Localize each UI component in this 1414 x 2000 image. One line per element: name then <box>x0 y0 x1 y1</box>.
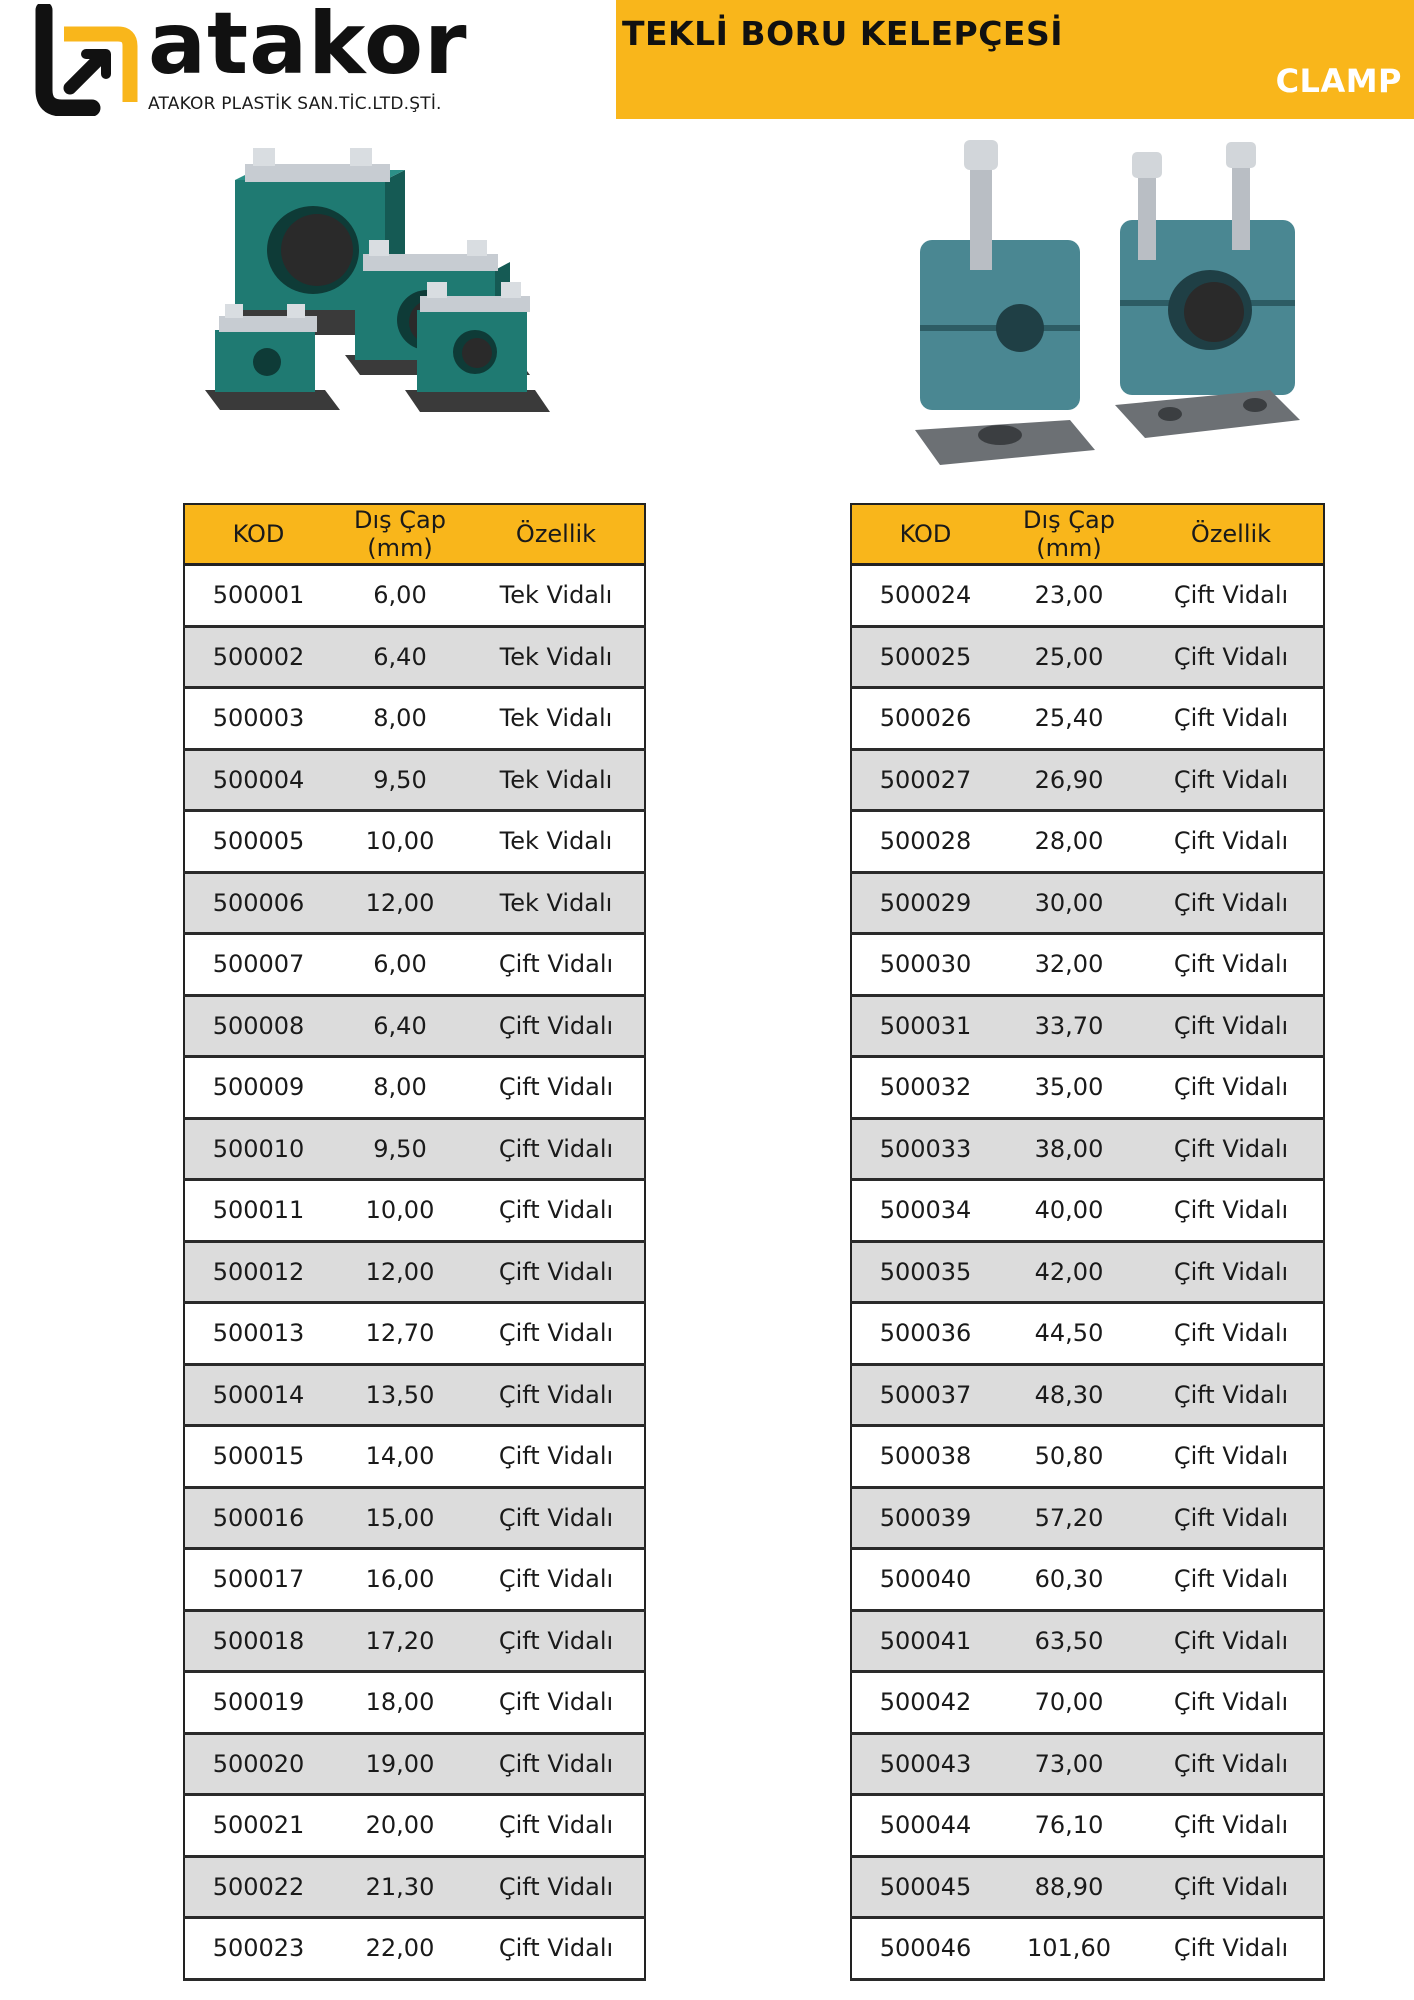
table-row <box>184 934 645 996</box>
outer-diameter-cell: 8,00 <box>332 1057 468 1119</box>
feature-cell: Çift Vidalı <box>1139 1180 1324 1242</box>
feature-cell: Çift Vidalı <box>468 1672 645 1734</box>
outer-diameter-cell: 12,70 <box>332 1303 468 1365</box>
product-code-cell: 500024 <box>851 565 999 627</box>
outer-diameter-cell: 6,40 <box>332 995 468 1057</box>
header-dis-cap: Dış Çap (mm) <box>332 504 468 565</box>
header-ozellik: Özellik <box>1139 504 1324 565</box>
feature-cell: Çift Vidalı <box>1139 934 1324 996</box>
title-banner <box>616 0 1414 119</box>
table-row <box>851 1241 1324 1303</box>
page-subtitle: CLAMP <box>1275 62 1402 100</box>
feature-cell: Çift Vidalı <box>1139 1118 1324 1180</box>
outer-diameter-cell: 12,00 <box>332 1241 468 1303</box>
clamp-table-right <box>850 503 1325 1981</box>
product-code-cell: 500036 <box>851 1303 999 1365</box>
feature-cell: Çift Vidalı <box>468 1918 645 1980</box>
table-row <box>851 934 1324 996</box>
outer-diameter-cell: 18,00 <box>332 1672 468 1734</box>
product-code-cell: 500002 <box>184 626 332 688</box>
outer-diameter-cell: 13,50 <box>332 1364 468 1426</box>
outer-diameter-cell: 25,00 <box>999 626 1139 688</box>
product-code-cell: 500005 <box>184 811 332 873</box>
outer-diameter-cell: 76,10 <box>999 1795 1139 1857</box>
product-code-cell: 500045 <box>851 1856 999 1918</box>
twin-bolt-clamps-image <box>900 130 1325 490</box>
product-code-cell: 500037 <box>851 1364 999 1426</box>
product-code-cell: 500041 <box>851 1610 999 1672</box>
single-bolt-clamps-image <box>205 140 625 440</box>
product-code-cell: 500022 <box>184 1856 332 1918</box>
outer-diameter-cell: 38,00 <box>999 1118 1139 1180</box>
product-code-cell: 500034 <box>851 1180 999 1242</box>
table-row <box>851 565 1324 627</box>
outer-diameter-cell: 6,00 <box>332 565 468 627</box>
outer-diameter-cell: 88,90 <box>999 1856 1139 1918</box>
table-row <box>851 749 1324 811</box>
product-code-cell: 500003 <box>184 688 332 750</box>
table-row <box>851 1733 1324 1795</box>
feature-cell: Çift Vidalı <box>1139 995 1324 1057</box>
outer-diameter-cell: 17,20 <box>332 1610 468 1672</box>
product-code-cell: 500042 <box>851 1672 999 1734</box>
feature-cell: Çift Vidalı <box>1139 749 1324 811</box>
product-code-cell: 500038 <box>851 1426 999 1488</box>
product-code-cell: 500031 <box>851 995 999 1057</box>
table-row <box>851 1180 1324 1242</box>
feature-cell: Çift Vidalı <box>468 1733 645 1795</box>
feature-cell: Çift Vidalı <box>1139 1426 1324 1488</box>
product-code-cell: 500046 <box>851 1918 999 1980</box>
feature-cell: Çift Vidalı <box>468 1549 645 1611</box>
atakor-logo-icon <box>30 4 142 116</box>
table-row <box>184 626 645 688</box>
outer-diameter-cell: 26,90 <box>999 749 1139 811</box>
feature-cell: Çift Vidalı <box>468 1303 645 1365</box>
table-body-left <box>184 565 645 1980</box>
feature-cell: Çift Vidalı <box>468 1180 645 1242</box>
product-code-cell: 500009 <box>184 1057 332 1119</box>
feature-cell: Tek Vidalı <box>468 872 645 934</box>
table-row <box>851 1426 1324 1488</box>
product-code-cell: 500039 <box>851 1487 999 1549</box>
table-row <box>184 1610 645 1672</box>
product-code-cell: 500008 <box>184 995 332 1057</box>
table-row <box>184 1549 645 1611</box>
table-row <box>851 688 1324 750</box>
table-row <box>184 565 645 627</box>
product-code-cell: 500006 <box>184 872 332 934</box>
product-code-cell: 500044 <box>851 1795 999 1857</box>
table-row <box>184 1303 645 1365</box>
feature-cell: Çift Vidalı <box>468 1487 645 1549</box>
outer-diameter-cell: 6,00 <box>332 934 468 996</box>
outer-diameter-cell: 15,00 <box>332 1487 468 1549</box>
product-code-cell: 500014 <box>184 1364 332 1426</box>
product-code-cell: 500043 <box>851 1733 999 1795</box>
product-code-cell: 500035 <box>851 1241 999 1303</box>
product-code-cell: 500017 <box>184 1549 332 1611</box>
outer-diameter-cell: 42,00 <box>999 1241 1139 1303</box>
feature-cell: Çift Vidalı <box>468 1364 645 1426</box>
table-row <box>851 1549 1324 1611</box>
product-code-cell: 500025 <box>851 626 999 688</box>
outer-diameter-cell: 32,00 <box>999 934 1139 996</box>
product-code-cell: 500021 <box>184 1795 332 1857</box>
header-kod: KOD <box>851 504 999 565</box>
table-row <box>851 626 1324 688</box>
outer-diameter-cell: 14,00 <box>332 1426 468 1488</box>
feature-cell: Çift Vidalı <box>1139 1672 1324 1734</box>
table-header-row <box>851 504 1324 565</box>
product-code-cell: 500026 <box>851 688 999 750</box>
outer-diameter-cell: 6,40 <box>332 626 468 688</box>
table-row <box>184 811 645 873</box>
feature-cell: Çift Vidalı <box>1139 688 1324 750</box>
feature-cell: Çift Vidalı <box>1139 1856 1324 1918</box>
product-code-cell: 500007 <box>184 934 332 996</box>
outer-diameter-cell: 12,00 <box>332 872 468 934</box>
table-row <box>184 1918 645 1980</box>
product-code-cell: 500001 <box>184 565 332 627</box>
page-title: TEKLİ BORU KELEPÇESİ <box>622 14 1063 53</box>
feature-cell: Çift Vidalı <box>1139 1057 1324 1119</box>
product-code-cell: 500018 <box>184 1610 332 1672</box>
product-code-cell: 500029 <box>851 872 999 934</box>
product-code-cell: 500019 <box>184 1672 332 1734</box>
product-code-cell: 500023 <box>184 1918 332 1980</box>
feature-cell: Çift Vidalı <box>468 1610 645 1672</box>
product-code-cell: 500027 <box>851 749 999 811</box>
product-code-cell: 500030 <box>851 934 999 996</box>
feature-cell: Tek Vidalı <box>468 688 645 750</box>
header-ozellik: Özellik <box>468 504 645 565</box>
table-row <box>851 1672 1324 1734</box>
table-row <box>184 995 645 1057</box>
outer-diameter-cell: 63,50 <box>999 1610 1139 1672</box>
table-row <box>184 1487 645 1549</box>
feature-cell: Çift Vidalı <box>468 995 645 1057</box>
feature-cell: Çift Vidalı <box>1139 811 1324 873</box>
outer-diameter-cell: 10,00 <box>332 1180 468 1242</box>
outer-diameter-cell: 57,20 <box>999 1487 1139 1549</box>
company-name: ATAKOR PLASTİK SAN.TİC.LTD.ŞTİ. <box>148 94 442 114</box>
outer-diameter-cell: 28,00 <box>999 811 1139 873</box>
outer-diameter-cell: 20,00 <box>332 1795 468 1857</box>
header-kod: KOD <box>184 504 332 565</box>
outer-diameter-cell: 21,30 <box>332 1856 468 1918</box>
table-row <box>851 1303 1324 1365</box>
outer-diameter-cell: 30,00 <box>999 872 1139 934</box>
outer-diameter-cell: 73,00 <box>999 1733 1139 1795</box>
feature-cell: Çift Vidalı <box>468 1241 645 1303</box>
outer-diameter-cell: 16,00 <box>332 1549 468 1611</box>
product-code-cell: 500015 <box>184 1426 332 1488</box>
product-code-cell: 500010 <box>184 1118 332 1180</box>
brand-name: atakor <box>148 0 468 94</box>
outer-diameter-cell: 50,80 <box>999 1426 1139 1488</box>
table-row <box>184 688 645 750</box>
outer-diameter-cell: 48,30 <box>999 1364 1139 1426</box>
table-row <box>851 1487 1324 1549</box>
outer-diameter-cell: 35,00 <box>999 1057 1139 1119</box>
feature-cell: Çift Vidalı <box>1139 565 1324 627</box>
feature-cell: Çift Vidalı <box>1139 872 1324 934</box>
table-row <box>184 1057 645 1119</box>
feature-cell: Çift Vidalı <box>468 1795 645 1857</box>
header-dis-cap: Dış Çap (mm) <box>999 504 1139 565</box>
product-code-cell: 500012 <box>184 1241 332 1303</box>
table-row <box>851 1856 1324 1918</box>
table-row <box>184 1241 645 1303</box>
product-code-cell: 500016 <box>184 1487 332 1549</box>
feature-cell: Çift Vidalı <box>1139 1733 1324 1795</box>
table-row <box>184 1118 645 1180</box>
outer-diameter-cell: 25,40 <box>999 688 1139 750</box>
table-row <box>184 1180 645 1242</box>
outer-diameter-cell: 22,00 <box>332 1918 468 1980</box>
feature-cell: Tek Vidalı <box>468 565 645 627</box>
feature-cell: Tek Vidalı <box>468 749 645 811</box>
product-code-cell: 500004 <box>184 749 332 811</box>
feature-cell: Çift Vidalı <box>1139 1241 1324 1303</box>
table-row <box>851 811 1324 873</box>
table-row <box>851 1795 1324 1857</box>
product-code-cell: 500032 <box>851 1057 999 1119</box>
table-row <box>851 995 1324 1057</box>
product-code-cell: 500028 <box>851 811 999 873</box>
outer-diameter-cell: 10,00 <box>332 811 468 873</box>
table-row <box>851 1918 1324 1980</box>
table-row <box>184 1856 645 1918</box>
feature-cell: Tek Vidalı <box>468 811 645 873</box>
product-code-cell: 500040 <box>851 1549 999 1611</box>
outer-diameter-cell: 9,50 <box>332 1118 468 1180</box>
clamp-table-left <box>183 503 646 1981</box>
outer-diameter-cell: 19,00 <box>332 1733 468 1795</box>
table-row <box>851 872 1324 934</box>
outer-diameter-cell: 8,00 <box>332 688 468 750</box>
outer-diameter-cell: 44,50 <box>999 1303 1139 1365</box>
feature-cell: Çift Vidalı <box>1139 626 1324 688</box>
table-header-row <box>184 504 645 565</box>
outer-diameter-cell: 23,00 <box>999 565 1139 627</box>
feature-cell: Çift Vidalı <box>1139 1364 1324 1426</box>
table-row <box>184 1672 645 1734</box>
table-row <box>851 1118 1324 1180</box>
table-row <box>184 749 645 811</box>
table-row <box>851 1364 1324 1426</box>
table-body-right <box>851 565 1324 1980</box>
feature-cell: Çift Vidalı <box>1139 1549 1324 1611</box>
outer-diameter-cell: 70,00 <box>999 1672 1139 1734</box>
outer-diameter-cell: 33,70 <box>999 995 1139 1057</box>
table-row <box>851 1057 1324 1119</box>
table-row <box>184 872 645 934</box>
product-code-cell: 500011 <box>184 1180 332 1242</box>
table-row <box>184 1733 645 1795</box>
feature-cell: Çift Vidalı <box>1139 1303 1324 1365</box>
feature-cell: Tek Vidalı <box>468 626 645 688</box>
feature-cell: Çift Vidalı <box>468 934 645 996</box>
table-row <box>184 1364 645 1426</box>
feature-cell: Çift Vidalı <box>468 1856 645 1918</box>
product-code-cell: 500033 <box>851 1118 999 1180</box>
feature-cell: Çift Vidalı <box>468 1426 645 1488</box>
feature-cell: Çift Vidalı <box>1139 1487 1324 1549</box>
outer-diameter-cell: 40,00 <box>999 1180 1139 1242</box>
table-row <box>184 1795 645 1857</box>
feature-cell: Çift Vidalı <box>1139 1610 1324 1672</box>
product-code-cell: 500013 <box>184 1303 332 1365</box>
feature-cell: Çift Vidalı <box>468 1118 645 1180</box>
outer-diameter-cell: 60,30 <box>999 1549 1139 1611</box>
outer-diameter-cell: 9,50 <box>332 749 468 811</box>
feature-cell: Çift Vidalı <box>1139 1795 1324 1857</box>
table-row <box>184 1426 645 1488</box>
feature-cell: Çift Vidalı <box>468 1057 645 1119</box>
table-row <box>851 1610 1324 1672</box>
product-code-cell: 500020 <box>184 1733 332 1795</box>
feature-cell: Çift Vidalı <box>1139 1918 1324 1980</box>
outer-diameter-cell: 101,60 <box>999 1918 1139 1980</box>
